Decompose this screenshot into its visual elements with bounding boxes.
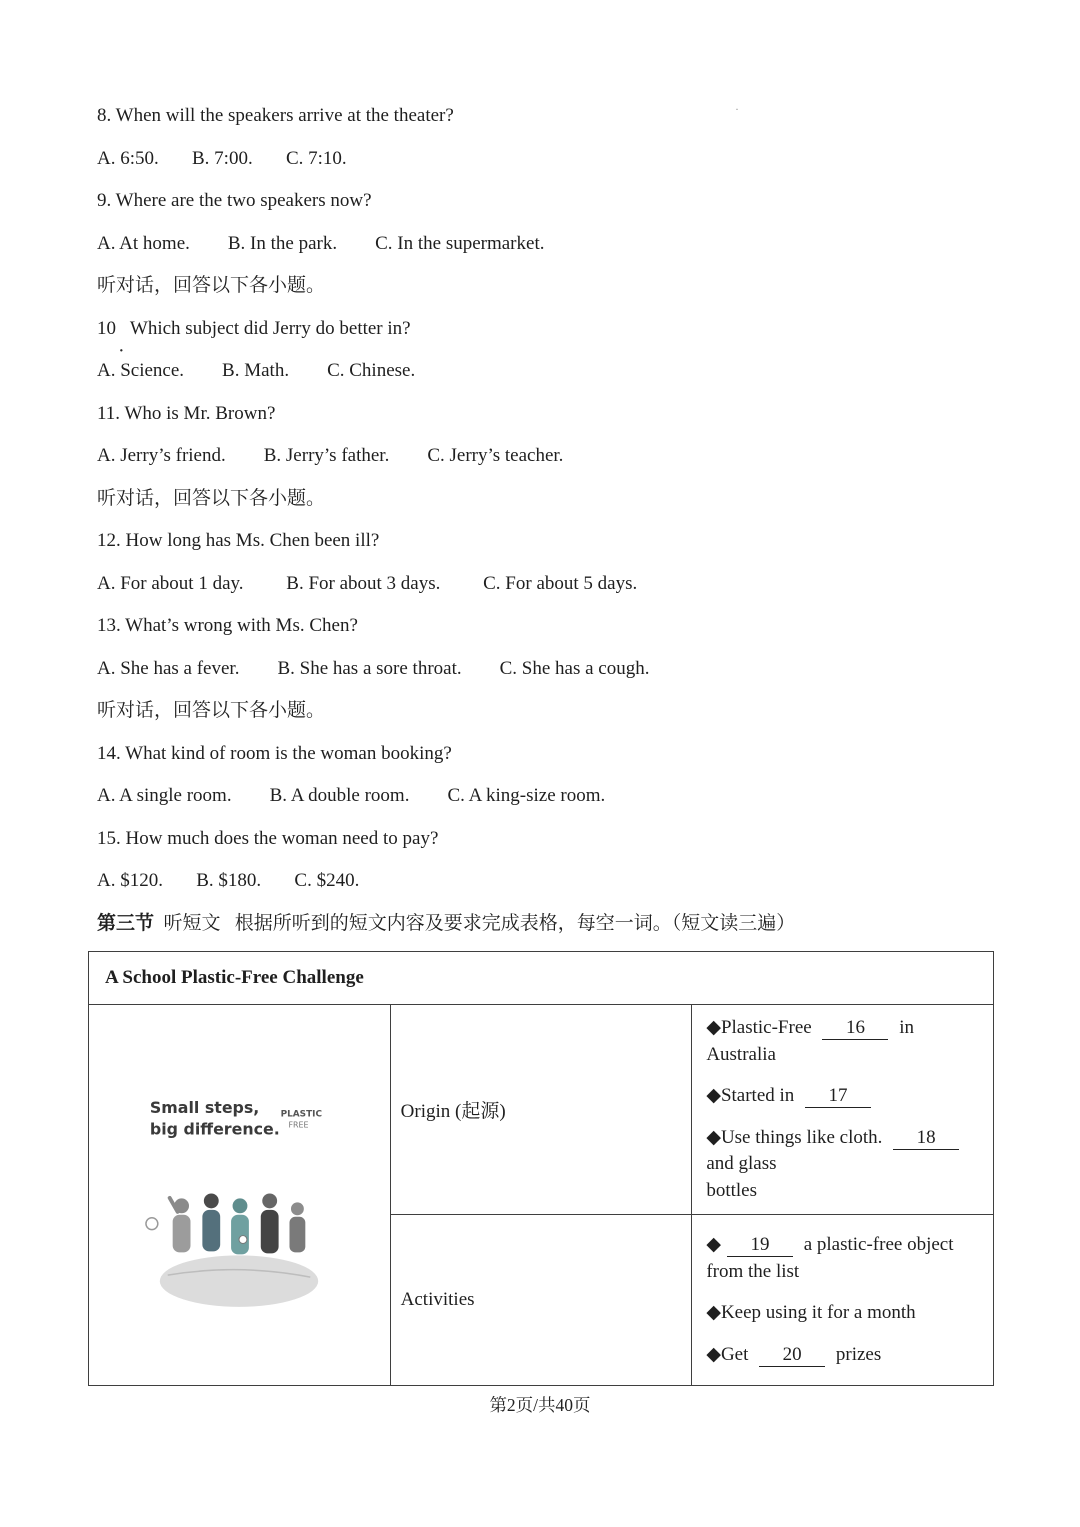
item-text: Started in [720,1085,800,1106]
illustration-caption-line2: big difference. [150,1119,281,1139]
answer-blank-20: 20 [759,1344,825,1367]
origin-item-1 [706,1015,979,1068]
options-13: A. She has a fever. B. She has a sore throat. C. She has a cough. [97,657,650,679]
activities-item-3 [706,1342,979,1369]
plastic-free-illustration [89,1005,391,1386]
answer-blank-19: 19 [727,1234,793,1257]
item-text: a plastic-free object from the list [706,1234,959,1282]
people-figures [170,1193,306,1254]
options-14: A. A single room. B. A double room. C. A king-size room. [97,785,606,806]
instruction-dialogue-3: 听对话，回答以下各小题。 [97,700,326,721]
diamond-bullet-icon: ◆ [706,1017,721,1038]
origin-item-3 [706,1125,979,1205]
illustration-caption-line1: Small steps, [150,1097,260,1117]
question-15: 15. How much does the woman need to pay? [97,827,439,849]
question-11: 11. Who is Mr. Brown? [97,402,276,424]
table-title: A School Plastic-Free Challenge [89,952,994,1005]
diamond-bullet-icon: ◆ [706,1085,721,1106]
exam-content [97,103,993,1386]
stray-period-mark: · [118,340,125,362]
diamond-bullet-icon: ◆ [706,1343,721,1365]
plastic-free-challenge-table [88,951,994,1386]
answer-blank-18: 18 [893,1127,959,1150]
answer-blank-17: 17 [805,1085,871,1108]
question-10: 10 Which subject did Jerry do better in? [97,317,411,339]
instruction-dialogue-1: 听对话，回答以下各小题。 [97,275,326,296]
item-text: Get [720,1343,754,1365]
activities-item-1 [706,1232,979,1285]
options-15: A. $120. B. $180. C. $240. [97,870,360,891]
table-origin-row [89,1005,994,1215]
options-10: A. Science. B. Math. C. Chinese. [97,360,416,381]
table-title-row [89,952,994,1005]
plastic-free-badge-line1: PLASTIC [280,1109,323,1120]
item-text: and glass [706,1126,970,1174]
globe-shape [160,1255,318,1306]
section-3-header [97,911,993,938]
question-14: 14. What kind of room is the woman booking? [97,742,452,764]
activities-items [692,1215,994,1386]
item-text: Keep using it for a month [720,1302,916,1323]
corner-mark: · [735,102,739,116]
diamond-bullet-icon: ◆ [706,1234,721,1255]
instruction-dialogue-2: 听对话，回答以下各小题。 [97,487,326,509]
question-13: 13. What’s wrong with Ms. Chen? [97,615,358,636]
question-12: 12. How long has Ms. Chen been ill? [97,530,380,551]
options-11: A. Jerry’s friend. B. Jerry’s father. C. Jerry’s teacher. [97,445,564,466]
item-text: in Australia [706,1017,918,1065]
options-12: A. For about 1 day. B. For about 3 days. C. For about 5 days. [97,572,638,594]
origin-label: Origin (起源) [390,1005,692,1215]
answer-blank-16: 16 [822,1017,888,1040]
options-8: A. 6:50. B. 7:00. C. 7:10. [97,147,347,169]
item-text: Use things like cloth. [720,1126,888,1148]
illustration-svg [140,1073,338,1311]
question-8: 8. When will the speakers arrive at the theater? [97,105,454,126]
item-text: prizes [831,1343,882,1365]
page-number-footer: 第2页/共40页 [489,1395,591,1415]
section-3-instruction: 听短文 根据所听到的短文内容及要求完成表格，每空一词。（短文读三遍） [154,912,796,934]
origin-items [692,1005,994,1215]
item-text: Plastic-Free [720,1017,817,1038]
options-9: A. At home. B. In the park. C. In the supermarket. [97,232,545,254]
diamond-bullet-icon: ◆ [706,1126,721,1148]
decorative-circle [146,1218,158,1230]
activities-label: Activities [390,1215,692,1386]
question-9: 9. Where are the two speakers now? [97,190,372,211]
diamond-bullet-icon: ◆ [706,1302,721,1323]
activities-item-2 [706,1300,979,1327]
origin-item-2 [706,1083,979,1110]
plastic-free-badge-line2: FREE [288,1120,309,1130]
section-3-label: 第三节 [97,912,155,934]
item-text-wrapped: bottles [706,1179,757,1201]
